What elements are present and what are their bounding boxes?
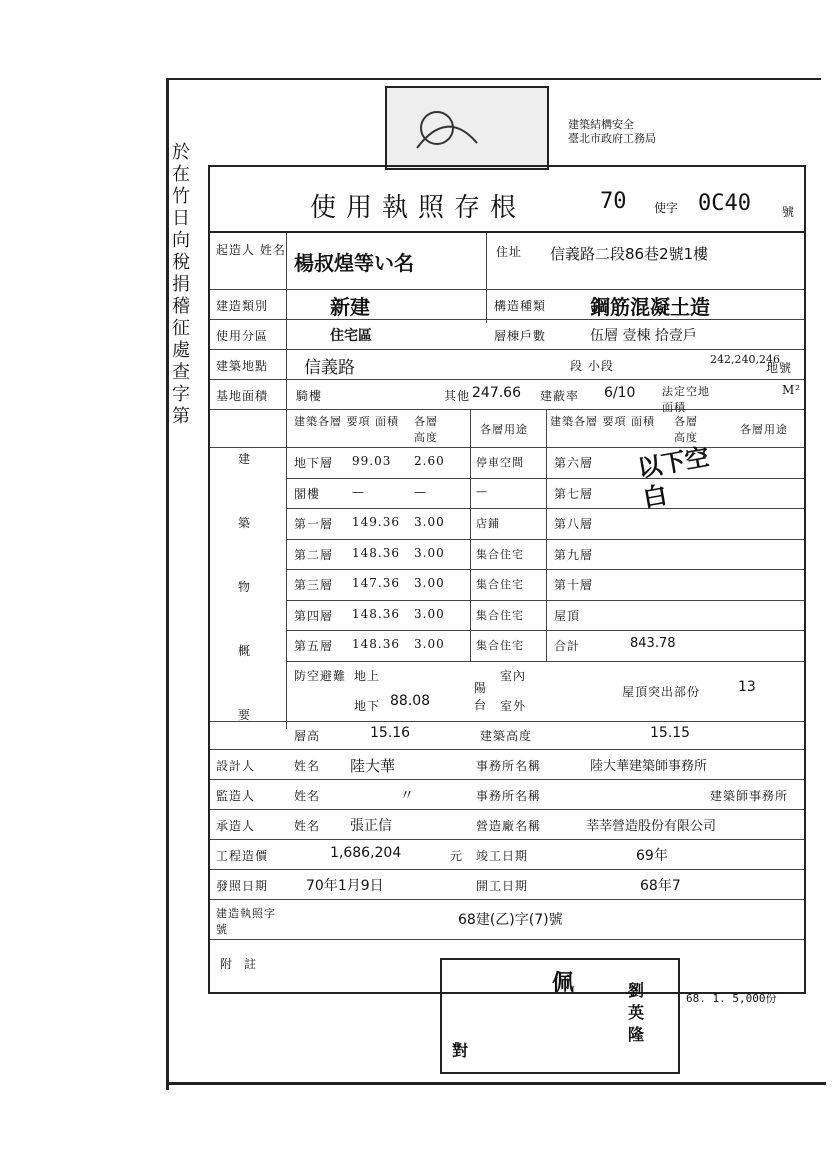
row-build-type: [210, 289, 804, 320]
ride-label: 騎樓: [296, 389, 323, 403]
floor-right-name: 第十層: [554, 578, 594, 592]
floor-right-name: 第八層: [554, 517, 594, 531]
contractor-name: 張正信: [350, 818, 392, 834]
floor-use: —: [476, 484, 488, 498]
section-value: 段 小段: [570, 359, 614, 373]
floor-total: 843.78: [630, 636, 676, 651]
above-label: 地上: [354, 669, 381, 683]
company-label: 營造廠名稱: [476, 819, 542, 833]
row-contractor: [210, 809, 804, 840]
floor-row: [286, 569, 804, 601]
floor-use: 停車空間: [476, 456, 524, 469]
complete-value: 69年: [636, 848, 668, 864]
floor-area: 148.36: [352, 545, 400, 560]
roof-value: 13: [738, 679, 756, 695]
applicant-value: 楊叔煌等い名: [294, 251, 414, 275]
note-label: 附註: [220, 957, 269, 971]
designer-name-label: 姓名: [294, 759, 321, 773]
right-header-area: 建築各層 要項 面積: [550, 415, 655, 428]
floor-height-value: 15.16: [370, 725, 411, 741]
left-header-use: 各層用途: [480, 423, 528, 436]
right-header-use: 各層用途: [740, 423, 788, 436]
build-type-value: 新建: [330, 295, 370, 319]
row-site: [210, 349, 804, 380]
issue-value: 70年1月9日: [306, 878, 384, 894]
area-unit: M²: [782, 383, 802, 397]
site-label: 建築地點: [216, 359, 269, 373]
coverage-label: 建蔽率: [540, 389, 580, 403]
structure-value: 鋼筋混凝土造: [590, 295, 710, 319]
other-label: 其他: [444, 389, 471, 403]
form-hao: 號: [782, 205, 795, 219]
cost-label: 工程造價: [216, 849, 269, 863]
floor-name: 第一層: [294, 517, 334, 531]
row-area: [210, 379, 804, 414]
cost-unit: 元: [450, 849, 464, 863]
floors-header: [210, 409, 804, 448]
floor-use: 集合住宅: [476, 608, 524, 622]
row-issue: [210, 869, 804, 900]
lot-value: 242,240,246: [710, 353, 780, 366]
stamp-left-text: 對: [452, 1041, 469, 1060]
balcony-label: 陽台: [474, 681, 488, 712]
row-height: [210, 721, 804, 750]
floor-height: 3.00: [414, 515, 445, 529]
form-serial-prefix: 使字: [654, 201, 679, 215]
row-shelter: [210, 661, 804, 722]
floor-area: 149.36: [352, 515, 400, 529]
shelter-label: 防空避難: [294, 669, 347, 683]
floor-area: 148.36: [352, 606, 400, 621]
use-label: 使用分區: [216, 329, 269, 343]
floor-row: [286, 600, 804, 632]
floor-right-name: 第九層: [554, 547, 594, 562]
designer-name: 陸大華: [350, 757, 396, 775]
form-sheet: [208, 165, 806, 994]
supervisor-office-label: 事務所名稱: [476, 789, 542, 803]
designer-label: 設計人: [216, 759, 256, 773]
row-permit: [210, 899, 804, 940]
print-count: 68. 1. 5,000份: [686, 992, 777, 1005]
floor-name: 第三層: [294, 578, 334, 592]
stamp-image: [385, 86, 549, 170]
frame-bottom-line: [166, 1082, 826, 1085]
supervisor-name-label: 姓名: [294, 789, 321, 803]
supervisor-name: 〃: [400, 788, 414, 804]
right-header-height: 各層 高度: [674, 415, 698, 444]
form-title-row: [210, 175, 804, 233]
permit-value: 68建(乙)字(7)號: [458, 912, 563, 928]
designer-office: 陸大華建築師事務所: [590, 759, 708, 774]
floor-name: 第四層: [294, 608, 334, 623]
company-value: 莘莘營造股份有限公司: [586, 819, 717, 834]
row-cost: [210, 839, 804, 870]
row-designer: [210, 749, 804, 780]
floor-right-name: 第六層: [554, 456, 594, 470]
floor-right-name: 合計: [554, 639, 581, 653]
floors-label: 層棟戶數: [494, 329, 547, 343]
supervisor-office: 建築師事務所: [710, 789, 789, 803]
site-value: 信義路: [304, 358, 355, 378]
floor-height: 3.00: [414, 637, 445, 651]
floor-name: 地下層: [294, 456, 334, 470]
floor-area: 99.03: [352, 454, 392, 468]
floor-use: 集合住宅: [476, 578, 524, 591]
row-use: [210, 319, 804, 350]
top-right-stamp: [568, 118, 656, 146]
floor-name: 第五層: [294, 639, 334, 653]
floor-area: 148.36: [352, 637, 400, 651]
applicant-label: 起造人 姓名: [216, 243, 286, 257]
form-title: 使用執照存根: [310, 193, 527, 223]
floor-row: [286, 447, 804, 479]
cost-value: 1,686,204: [330, 845, 402, 861]
stamp-mid-text: 佩: [552, 970, 575, 996]
floor-row: [286, 478, 804, 510]
left-header-area: 建築各層 要項 面積: [294, 415, 399, 428]
indoor-label: 室內: [500, 669, 527, 683]
contractor-label: 承造人: [216, 819, 256, 833]
floor-right-name: 第七層: [554, 486, 594, 501]
row-applicant: [210, 233, 804, 290]
roof-protrude-label: 屋頂突出部份: [622, 685, 701, 699]
floor-row: [286, 539, 804, 571]
row-supervisor: [210, 779, 804, 810]
coverage-value: 6/10: [604, 385, 636, 401]
stamp-right-text: 劉英隆: [628, 981, 645, 1044]
floor-area: —: [352, 484, 365, 499]
floor-right-name: 屋頂: [554, 608, 581, 623]
top-stamp-line1: 建築結構安全: [568, 118, 634, 131]
floor-use: 店鋪: [476, 517, 500, 530]
area-label: 基地面積: [216, 389, 269, 403]
margin-note: 於 在 竹 日 向 稅 捐 稽 征 處 查 字 第: [172, 142, 190, 427]
floor-use: 集合住宅: [476, 547, 524, 561]
bldg-height-value: 15.15: [650, 725, 691, 741]
address-value: 信義路二段86巷2號1樓: [550, 245, 709, 263]
floor-height: 3.00: [414, 545, 445, 560]
floor-area: 147.36: [352, 576, 400, 590]
issue-label: 發照日期: [216, 879, 269, 893]
legal-label: 法定空地面積: [662, 385, 710, 414]
address-label: 住址: [496, 245, 523, 259]
floor-name: 閣樓: [294, 486, 321, 501]
use-value: 住宅區: [330, 328, 372, 344]
floor-name: 第二層: [294, 547, 334, 562]
handwritten-note: 以下空白: [635, 441, 712, 513]
top-stamp-line2: 臺北市政府工務局: [568, 132, 656, 145]
left-header-height: 各層 高度: [414, 415, 438, 444]
floor-height: 3.00: [414, 576, 445, 590]
build-type-label: 建造類別: [216, 299, 269, 313]
start-value: 68年7: [640, 878, 681, 894]
permit-label: 建造執照字號: [216, 907, 276, 936]
complete-label: 竣工日期: [476, 849, 529, 863]
below-value: 88.08: [390, 693, 431, 709]
stamp-icon: [387, 88, 547, 168]
floor-height-label: 層高: [294, 729, 321, 743]
review-stamp: [440, 958, 680, 1074]
other-value: 247.66: [472, 385, 521, 401]
floors-value: 伍層 壹棟 拾壹戶: [590, 328, 697, 344]
form-year: 70: [600, 189, 627, 214]
floor-row: [286, 630, 804, 662]
start-label: 開工日期: [476, 879, 529, 893]
lot-label: 地號: [766, 361, 793, 375]
outdoor-label: 室外: [500, 699, 527, 713]
floor-height: 2.60: [414, 454, 445, 468]
floor-row: [286, 508, 804, 540]
floor-use: 集合住宅: [476, 639, 524, 652]
below-label: 地下: [354, 699, 381, 713]
structure-label: 構造種類: [494, 299, 547, 313]
bldg-height-label: 建築高度: [480, 729, 533, 743]
supervisor-label: 監造人: [216, 789, 256, 803]
floor-height: —: [414, 484, 427, 499]
contractor-name-label: 姓名: [294, 819, 321, 833]
form-number: 0C40: [698, 191, 751, 216]
floors-side-label: 建 築 物 概 要: [238, 452, 252, 722]
designer-office-label: 事務所名稱: [476, 759, 542, 773]
floor-height: 3.00: [414, 606, 445, 621]
